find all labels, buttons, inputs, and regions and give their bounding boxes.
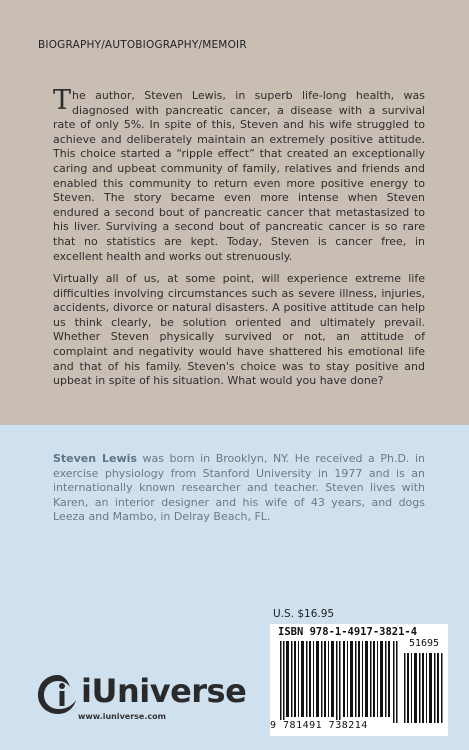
author-name: Steven Lewis	[53, 452, 137, 465]
publisher-url: www.iuniverse.com	[78, 712, 166, 721]
description-paragraph-2: Virtually all of us, at some point, will experience extreme life difficulties involving circumstances such as severe illness, injuries, accidents, divorce or natural disasters. A positive attitude can help us think clearly, be solution oriented and ultimately prevail. Whether Steven physically survived or not, an attitude of complaint and negativity would have shattered his emotional life and that of his family. Steven's choice was to stay positive and upbeat in spite of his situation. What would you have done?	[53, 272, 425, 388]
author-bio	[53, 452, 425, 525]
drop-cap: T	[53, 85, 72, 116]
publisher-logo	[36, 672, 247, 732]
price-addon-barcode	[404, 641, 444, 723]
price-label: U.S. $16.95	[273, 608, 335, 620]
ean-digits: 9 781491 738214	[270, 720, 368, 731]
author-bio-text: was born in Brooklyn, NY. He received a Ph.D. in exercise physiology from Stanford University in 1977 and is an internationally known researcher and teacher. Steven lives with Karen, an interior designer and his wife of 43 years, and dogs Leeza and Mambo, in Delray Beach, FL.	[53, 452, 426, 524]
isbn-text: ISBN 978-1-4917-3821-4	[278, 626, 418, 638]
description-paragraph-1-text: he author, Steven Lewis, in superb life-long health, was diagnosed with pancreatic cancer, a disease with a survival rate of only 5%. In spite of this, Steven and his wife struggled to achieve and deliberately maintain an extremely positive attitude. This choice started a “ripple effect” that created an exceptionally caring and upbeat community of family, relatives and friends and enabled this community to return even more positive energy to Steven. The story became even more intense when Steven endured a second bout of pancreatic cancer that metastasized to his liver. Surviving a second bout of pancreatic cancer is so rare that no statistics are kept. Today, Steven is cancer free, in excellent health and works out strenuously.	[53, 89, 425, 263]
category-label: BIOGRAPHY/AUTOBIOGRAPHY/MEMOIR	[38, 39, 247, 51]
ean-barcode-bars	[280, 641, 400, 723]
barcode	[270, 624, 448, 736]
addon-digits: 51695	[402, 638, 446, 649]
description-paragraph-1	[53, 85, 425, 264]
iuniverse-swirl-icon	[36, 672, 80, 716]
publisher-name: iUniverse	[81, 672, 247, 710]
